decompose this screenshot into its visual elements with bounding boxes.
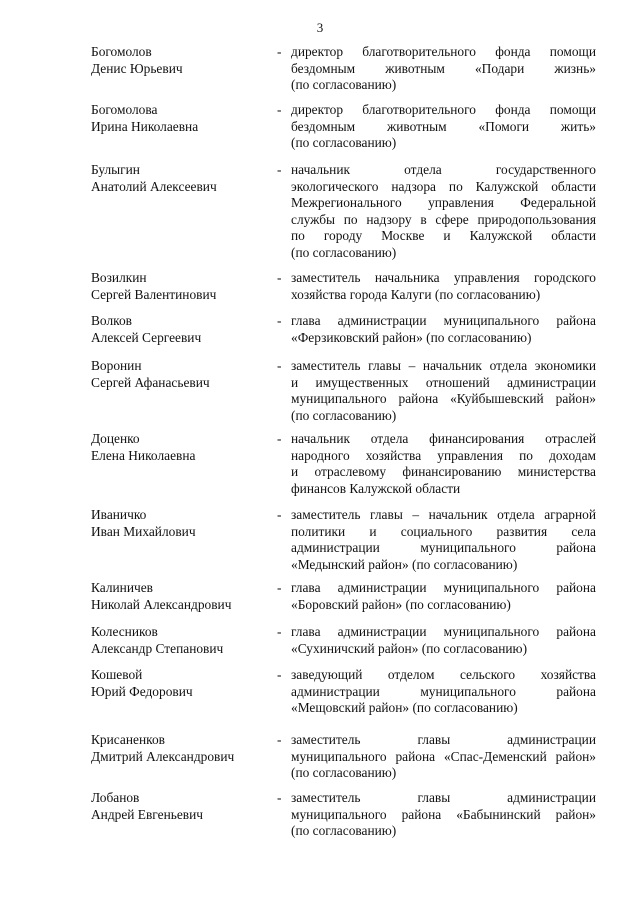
position-line: и отраслевому финансированию министерства	[291, 464, 596, 480]
separator-dash: -	[277, 507, 282, 522]
position-line: хозяйства города Калуги (по согласованию)	[291, 286, 541, 302]
member-name	[91, 358, 276, 391]
position-line: (по согласованию)	[291, 244, 397, 260]
member-name	[91, 313, 276, 346]
member-surname: Возилкин	[91, 270, 147, 285]
member-position	[291, 624, 596, 657]
member-surname: Кошевой	[91, 667, 143, 682]
member-given-names: Денис Юрьевич	[91, 60, 183, 76]
position-line: и имущественных отношений администрации	[291, 374, 596, 390]
member-name	[91, 624, 276, 657]
member-position	[291, 431, 596, 497]
member-surname: Калиничев	[91, 580, 153, 595]
position-line: Межрегионального управления Федеральной	[291, 195, 596, 211]
member-given-names: Алексей Сергеевич	[91, 329, 202, 345]
member-name	[91, 790, 276, 823]
member-position	[291, 313, 596, 346]
member-surname: Богомолов	[91, 44, 152, 59]
member-position	[291, 732, 596, 782]
member-given-names: Николай Александрович	[91, 596, 232, 612]
member-position	[291, 162, 596, 262]
separator-dash: -	[277, 667, 282, 682]
separator-dash: -	[277, 162, 282, 177]
position-line: (по согласованию)	[291, 77, 397, 93]
separator-dash: -	[277, 313, 282, 328]
position-line: финансов Калужской области	[291, 480, 461, 496]
member-position	[291, 270, 596, 303]
separator-dash: -	[277, 624, 282, 639]
position-line: начальник отдела финансирования отраслей	[291, 431, 596, 446]
position-line: муниципального района «Куйбышевский район»	[291, 391, 596, 407]
member-given-names: Сергей Валентинович	[91, 286, 217, 302]
member-given-names: Андрей Евгеньевич	[91, 806, 204, 822]
position-line: службы по надзору в сфере природопользования	[291, 211, 596, 227]
member-surname: Волков	[91, 313, 132, 328]
position-line: начальник отдела государственного	[291, 162, 596, 177]
member-name	[91, 162, 276, 195]
member-given-names: Анатолий Алексеевич	[91, 178, 217, 194]
position-line: директор благотворительного фонда помощи	[291, 44, 596, 59]
member-given-names: Иван Михайлович	[91, 523, 196, 539]
separator-dash: -	[277, 102, 282, 117]
member-surname: Крисаненков	[91, 732, 165, 747]
separator-dash: -	[277, 358, 282, 373]
position-line: администрации муниципального района	[291, 683, 596, 699]
member-name	[91, 667, 276, 700]
position-line: «Сухиничский район» (по согласованию)	[291, 640, 528, 656]
position-line: директор благотворительного фонда помощи	[291, 102, 596, 117]
position-line: глава администрации муниципального района	[291, 580, 596, 595]
page-number: 3	[316, 20, 324, 35]
member-name	[91, 431, 276, 464]
member-given-names: Сергей Афанасьевич	[91, 374, 210, 390]
position-line: (по согласованию)	[291, 407, 397, 423]
member-given-names: Елена Николаевна	[91, 447, 196, 463]
member-given-names: Юрий Федорович	[91, 683, 193, 699]
member-surname: Доценко	[91, 431, 140, 446]
position-line: (по согласованию)	[291, 135, 397, 151]
position-line: бездомным животным «Помоги жить»	[291, 118, 596, 134]
member-surname: Богомолова	[91, 102, 158, 117]
position-line: заведующий отделом сельского хозяйства	[291, 667, 596, 682]
member-position	[291, 44, 596, 94]
position-line: «Ферзиковский район» (по согласованию)	[291, 329, 532, 345]
separator-dash: -	[277, 270, 282, 285]
position-line: глава администрации муниципального района	[291, 624, 596, 639]
member-position	[291, 790, 596, 840]
member-surname: Лобанов	[91, 790, 140, 805]
position-line: бездомным животным «Подари жизнь»	[291, 60, 596, 76]
member-position	[291, 580, 596, 613]
member-surname: Колесников	[91, 624, 158, 639]
position-line: заместитель главы администрации	[291, 732, 596, 747]
position-line: муниципального района «Бабынинский район»	[291, 806, 596, 822]
member-name	[91, 102, 276, 135]
position-line: «Боровский район» (по согласованию)	[291, 596, 511, 612]
member-name	[91, 732, 276, 765]
separator-dash: -	[277, 732, 282, 747]
member-name	[91, 270, 276, 303]
member-position	[291, 358, 596, 424]
member-position	[291, 667, 596, 717]
member-name	[91, 44, 276, 77]
separator-dash: -	[277, 431, 282, 446]
member-given-names: Александр Степанович	[91, 640, 224, 656]
separator-dash: -	[277, 44, 282, 59]
position-line: (по согласованию)	[291, 765, 397, 781]
position-line: заместитель главы администрации	[291, 790, 596, 805]
position-line: заместитель главы – начальник отдела экономики	[291, 358, 596, 373]
member-position	[291, 507, 596, 573]
position-line: администрации муниципального района	[291, 540, 596, 556]
position-line: «Медынский район» (по согласованию)	[291, 556, 518, 572]
member-given-names: Дмитрий Александрович	[91, 748, 235, 764]
position-line: (по согласованию)	[291, 823, 397, 839]
separator-dash: -	[277, 580, 282, 595]
member-surname: Булыгин	[91, 162, 140, 177]
position-line: заместитель главы – начальник отдела аграрной	[291, 507, 596, 522]
position-line: заместитель начальника управления городского	[291, 270, 596, 285]
position-line: политики и социального развития села	[291, 523, 596, 539]
position-line: экологического надзора по Калужской области	[291, 178, 596, 194]
position-line: «Мещовский район» (по согласованию)	[291, 700, 518, 716]
member-name	[91, 580, 276, 613]
member-surname: Иваничко	[91, 507, 147, 522]
member-given-names: Ирина Николаевна	[91, 118, 199, 134]
member-name	[91, 507, 276, 540]
position-line: по городу Москве и Калужской области	[291, 228, 596, 244]
position-line: народного хозяйства управления по доходам	[291, 447, 596, 463]
separator-dash: -	[277, 790, 282, 805]
position-line: муниципального района «Спас-Деменский район»	[291, 748, 596, 764]
member-position	[291, 102, 596, 152]
position-line: глава администрации муниципального района	[291, 313, 596, 328]
member-surname: Воронин	[91, 358, 142, 373]
